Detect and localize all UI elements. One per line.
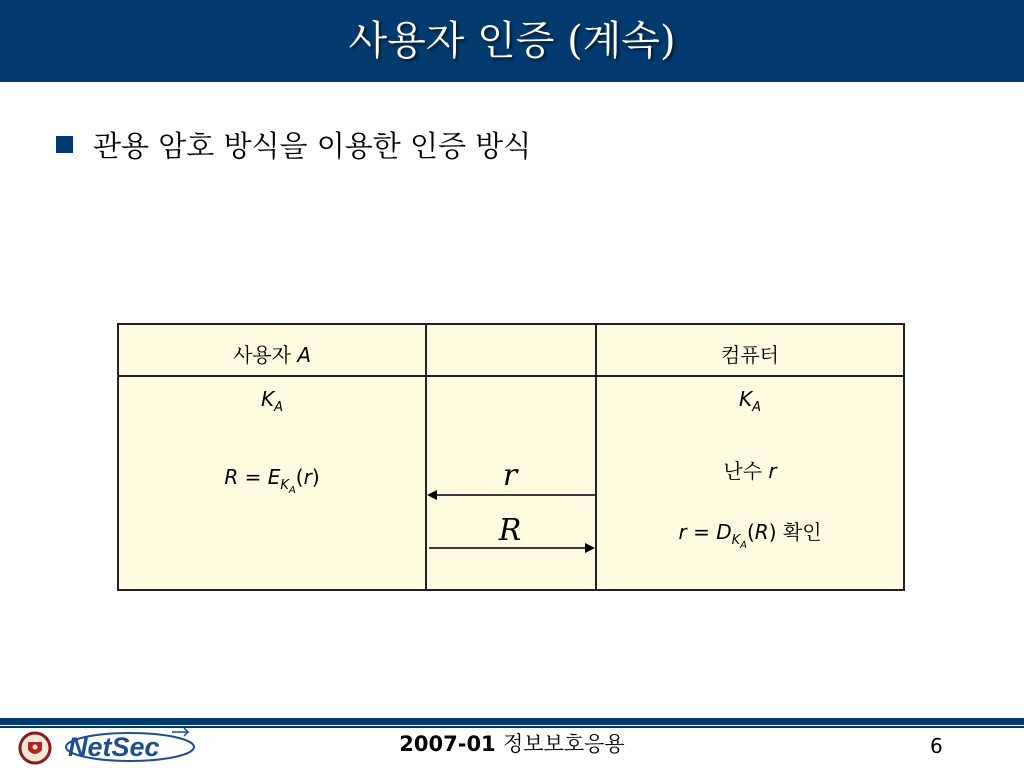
challenge-label: r: [502, 458, 518, 493]
footer-text: [0, 728, 1024, 758]
footer-divider: [0, 718, 1024, 725]
bullet-item: [56, 124, 531, 164]
auth-protocol-table: [117, 323, 905, 591]
computer-key: $K_A$: [738, 387, 762, 415]
svg-text:NetSec: NetSec: [68, 732, 160, 762]
user-encryption-equation: $R = E_{K_A}(r)$: [224, 465, 320, 496]
page-number: 6: [930, 734, 943, 758]
header-computer: 컴퓨터: [721, 343, 779, 367]
header-divider: [119, 375, 903, 377]
header-user-a: 사용자 A: [232, 343, 311, 367]
footer-date: 2007-01: [399, 732, 496, 756]
computer-verification: $r = D_{K_A}(R)$ 확인: [678, 520, 822, 551]
bullet-text: 관용 암호 방식을 이용한 인증 방식: [93, 128, 532, 163]
arrow-right-head: [585, 543, 595, 553]
slide-title: 사용자 인증 (계속): [348, 18, 676, 64]
random-number: 난수 r: [723, 459, 777, 483]
footer-course: 정보보호응용: [502, 732, 625, 756]
square-bullet-icon: [56, 136, 73, 153]
user-key: $K_A$: [260, 387, 284, 415]
arrow-left-head: [427, 490, 437, 500]
response-label: R: [498, 513, 522, 548]
